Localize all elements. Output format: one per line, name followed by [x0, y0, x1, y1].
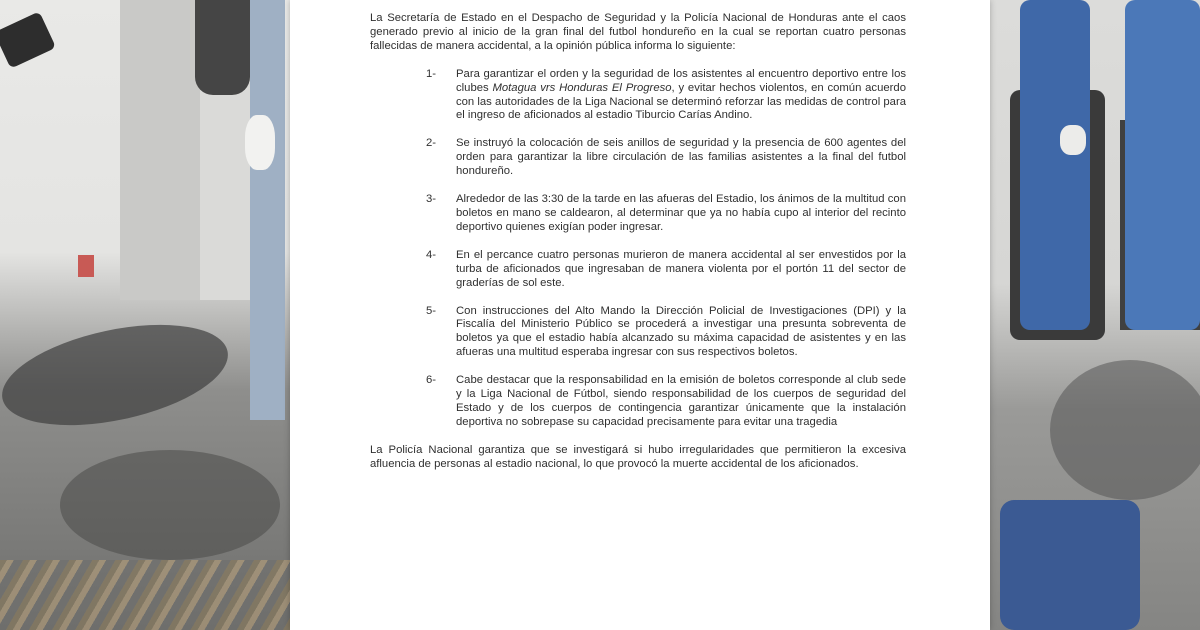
document-body [370, 12, 906, 472]
closing-paragraph: La Policía Nacional garantiza que se investigará si hubo irregularidades que permitieron la excesiva afluencia de personas al estadio nacional, lo que provocó la muerte accidental de los aficionados. [370, 443, 906, 470]
item-text-emphasis: Motagua vrs Honduras El Progreso [492, 81, 672, 94]
list-item [426, 305, 906, 361]
intro-paragraph: La Secretaría de Estado en el Despacho de Seguridad y la Policía Nacional de Honduras ante el caos generado previo al inicio de la gran final del futbol hondureño en la cual se reportan cuatro personas fallecidas de manera accidental, a la opinión pública informa lo siguiente: [370, 12, 906, 52]
list-item [426, 68, 906, 124]
phone-shape [0, 11, 56, 68]
item-text: Alrededor de las 3:30 de la tarde en las afueras del Estadio, los ánimos de la multitud con boletos en mano se caldearon, al determinar que ya no había cupo al interior del recinto deportivo quienes exigían poder ingresar. [456, 193, 906, 233]
item-text-part: Para garantizar el orden y la seguridad de los asistentes al encuentro deportivo entre los clubes [456, 67, 906, 94]
list-item [426, 193, 906, 235]
officer-shape [1020, 0, 1090, 330]
item-number: 3- [426, 193, 437, 206]
shadow-shape [60, 450, 280, 560]
item-text-part: , y evitar hechos violentos, en común acuerdo con las autoridades de la Liga Nacional se determinó reforzar las medidas de control para el ingreso de aficionados al estadio Tiburcio Carías Andino. [456, 81, 906, 122]
item-number: 1- [426, 67, 437, 80]
item-text: Se instruyó la colocación de seis anillos de seguridad y la presencia de 600 agentes del orden para garantizar la libre circulación de las familias asistentes a la final del futbol hondureño. [456, 137, 906, 178]
wall-segment [120, 0, 200, 300]
document-sheet [290, 0, 990, 630]
shadow-shape [0, 307, 237, 443]
item-text: Con instrucciones del Alto Mando la Dirección Policial de Investigaciones (DPI) y la Fiscalía del Ministerio Público se procederá a investigar una presunta sobreventa de boletos ya que el estadio había alcanzado su máxima capacidad de asistentes y en las afueras una multitud esperaba ingresar con sus respectivos boletos. [456, 304, 906, 359]
list-item [426, 137, 906, 179]
item-number: 2- [426, 137, 437, 150]
officer-shape [1125, 0, 1200, 330]
item-number: 6- [426, 374, 437, 387]
item-number: 4- [426, 248, 437, 261]
glove-shape [245, 115, 275, 170]
list-item [426, 374, 906, 430]
cup-shape [78, 255, 94, 277]
background-photo-right [990, 0, 1200, 630]
item-text: En el percance cuatro personas murieron de manera accidental al ser envestidos por la turba de aficionados que ingresaban de manera violenta por el portón 11 del sector de graderías de sol este. [456, 248, 906, 289]
bag-shape [1000, 500, 1140, 630]
item-text: Cabe destacar que la responsabilidad en la emisión de boletos corresponde al club sede y la Liga Nacional de Fútbol, siendo responsabilidad de los cuerpos de seguridad del Estado y de los cuerpos de contingencia garantizar únicamente que la instalación deportiva no sobrepase su capacidad precisamente para evitar una tragedia [456, 374, 906, 428]
backpack-shape [195, 0, 250, 95]
item-number: 5- [426, 304, 437, 317]
item-text [456, 68, 906, 124]
background-photo-left [0, 0, 290, 630]
glove-shape [1060, 125, 1086, 155]
person-leg-shape [250, 0, 285, 420]
list-item [426, 249, 906, 291]
shadow-shape [1050, 360, 1200, 500]
debris-shape [0, 560, 290, 630]
